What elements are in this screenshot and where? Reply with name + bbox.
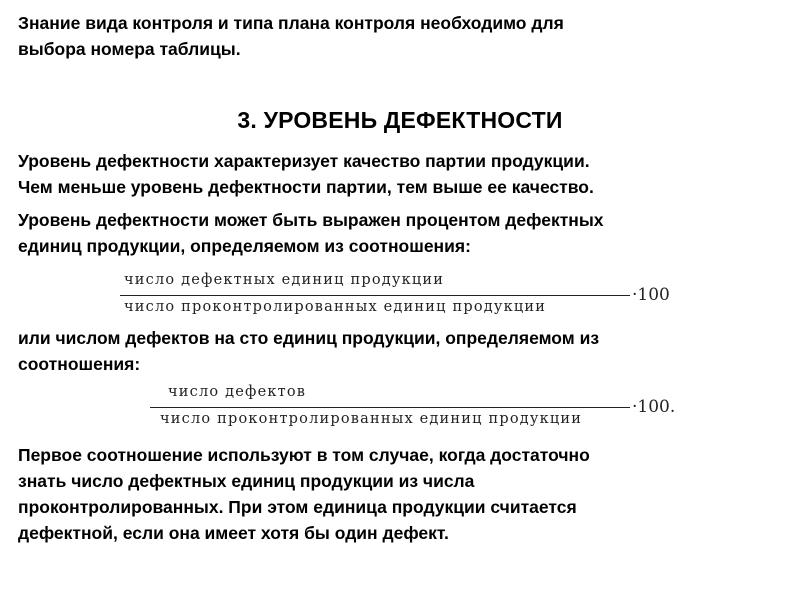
formula-1-numerator: число дефектных единиц продукции <box>124 272 445 288</box>
formula-2-numerator: число дефектов <box>168 384 307 400</box>
formula-2-factor: ·100. <box>632 397 676 417</box>
paragraph-defects-line-1: или числом дефектов на сто единиц продукции, определяемом из <box>18 328 600 348</box>
intro-text <box>18 10 788 62</box>
paragraph-defects-per-hundred <box>18 325 788 377</box>
paragraph-usage-line-1: Первое соотношение используют в том случае, когда достаточно <box>18 445 590 465</box>
formula-1-factor: ·100 <box>632 285 670 305</box>
paragraph-usage <box>18 442 788 546</box>
paragraph-defects-line-2: соотношения: <box>18 354 141 374</box>
intro-line-2: выбора номера таблицы. <box>18 39 241 59</box>
intro-line-1: Знание вида контроля и типа плана контроля необходимо для <box>18 13 564 33</box>
formula-1-fraction-bar <box>120 295 630 296</box>
paragraph-definition-line-2: Чем меньше уровень дефектности партии, тем выше ее качество. <box>18 177 594 197</box>
paragraph-usage-line-4: дефектной, если она имеет хотя бы один дефект. <box>18 523 449 543</box>
paragraph-percent-line-2: единиц продукции, определяемом из соотношения: <box>18 236 471 256</box>
formula-2-denominator: число проконтролированных единиц продукции <box>160 411 583 427</box>
paragraph-definition-line-1: Уровень дефектности характеризует качество партии продукции. <box>18 151 590 171</box>
formula-defects <box>150 382 710 434</box>
paragraph-definition <box>18 148 788 200</box>
formula-1-denominator: число проконтролированных единиц продукции <box>124 299 547 315</box>
formula-2-fraction-bar <box>150 407 630 408</box>
section-heading: 3. УРОВЕНЬ ДЕФЕКТНОСТИ <box>237 107 563 133</box>
paragraph-percent-line-1: Уровень дефектности может быть выражен процентом дефектных <box>18 210 604 230</box>
paragraph-usage-line-2: знать число дефектных единиц продукции из числа <box>18 471 475 491</box>
paragraph-percent <box>18 207 788 259</box>
formula-defective-units <box>120 270 690 322</box>
paragraph-usage-line-3: проконтролированных. При этом единица продукции считается <box>18 497 577 517</box>
